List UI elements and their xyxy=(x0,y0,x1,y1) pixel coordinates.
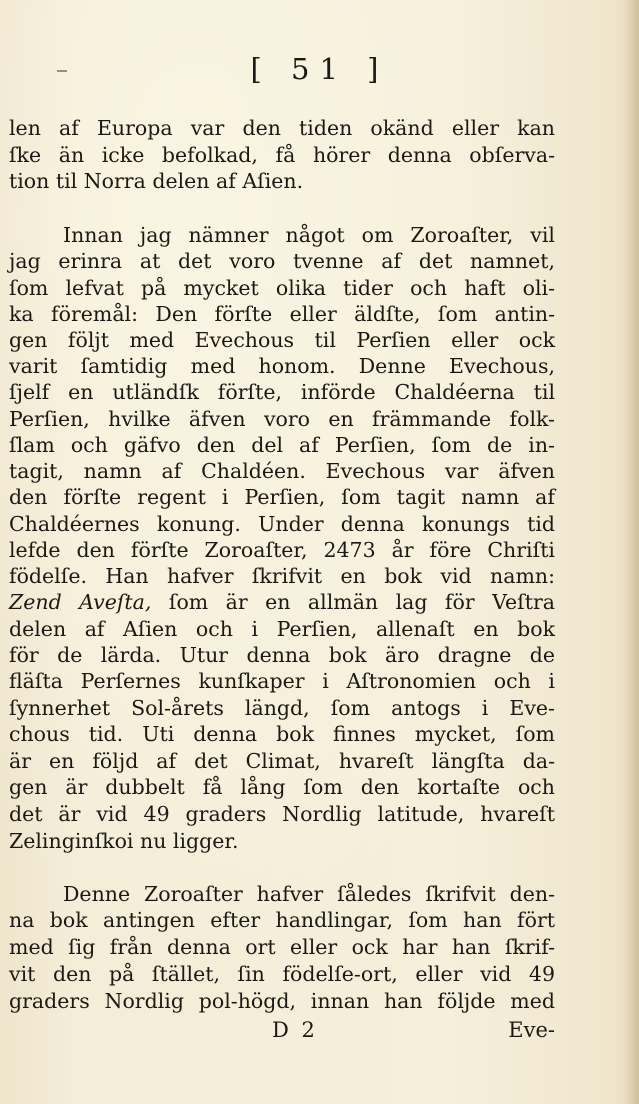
text-line: len af Europa var den tiden okänd eller kan xyxy=(9,116,555,140)
text-line: Innan jag nämner något om Zoroaſter, vil xyxy=(63,223,555,247)
text-line: ſom lefvat på mycket olika tider och haft oli- xyxy=(9,276,555,300)
text-line: är en följd af det Climat, hvareſt längſta da- xyxy=(9,749,555,773)
text-line: ſke än icke befolkad, få hörer denna obſerva- xyxy=(9,143,555,167)
text-line: ka föremål: Den förſte eller äldſte, ſom antin- xyxy=(9,302,555,326)
text-line: Denne Zoroaſter hafver ſåledes ſkrifvit den- xyxy=(63,882,555,906)
signature-mark: D 2 xyxy=(272,1018,318,1042)
text-line: födelſe. Han hafver ſkrifvit en bok vid namn: xyxy=(9,564,555,588)
text-line: Zelinginſkoi nu ligger. xyxy=(9,829,239,853)
page-number-header: [ 51 ] xyxy=(250,52,389,86)
text-line: ſlam och gäfvo den del af Perſien, ſom de in- xyxy=(9,433,555,457)
text-line: fläſta Perſernes kunſkaper i Aſtronomien och i xyxy=(9,669,555,693)
text-line: chous tid. Uti denna bok finnes mycket, ſom xyxy=(9,722,555,746)
text-line: varit ſamtidig med honom. Denne Evechous, xyxy=(9,354,555,378)
text-line: det är vid 49 graders Nordlig latitude, hvareſt xyxy=(9,802,555,826)
text-line: Perſien, hvilke äfven voro en främmande folk- xyxy=(9,407,555,431)
page-edge-shadow xyxy=(625,0,639,1104)
book-title-zend-avesta: Zend Aveſta, xyxy=(9,590,152,614)
text-line: lefde den förſte Zoroaſter, 2473 år före Chriſti xyxy=(9,538,555,562)
text-line-rest: ſom är en allmän lag för Veſtra xyxy=(168,590,555,614)
text-line: vit den på ſtället, ſin födelſe-ort, eller vid 49 xyxy=(9,962,555,986)
text-line: för de lärda. Utur denna bok äro dragne de xyxy=(9,643,555,667)
text-line: med ſig från denna ort eller ock har han ſkrif- xyxy=(9,935,555,959)
text-line: Chaldéernes konung. Under denna konungs tid xyxy=(9,512,555,536)
text-line: tagit, namn af Chaldéen. Evechous var äfven xyxy=(9,459,555,483)
text-line-with-title xyxy=(9,588,555,616)
text-line: den förſte regent i Perſien, ſom tagit namn af xyxy=(9,485,555,509)
text-line: gen följt med Evechous til Perſien eller ock xyxy=(9,328,555,352)
text-line: na bok antingen efter handlingar, ſom han fört xyxy=(9,908,555,932)
text-line: gen är dubbelt få lång ſom den kortaſte och xyxy=(9,775,555,799)
text-line: tion til Norra delen af Aſien. xyxy=(9,169,304,193)
text-line: delen af Aſien och i Perſien, allenaſt en bok xyxy=(9,617,555,641)
text-line: ſynnerhet Sol-årets längd, ſom antogs i Eve- xyxy=(9,696,555,720)
text-line: ſjelf en utländſk förſte, införde Chaldéerna til xyxy=(9,380,555,404)
catchword: Eve- xyxy=(508,1018,555,1042)
text-line: jag erinra at det voro tvenne af det namnet, xyxy=(9,249,555,273)
text-line: graders Nordlig pol-högd, innan han följde med xyxy=(9,989,555,1013)
